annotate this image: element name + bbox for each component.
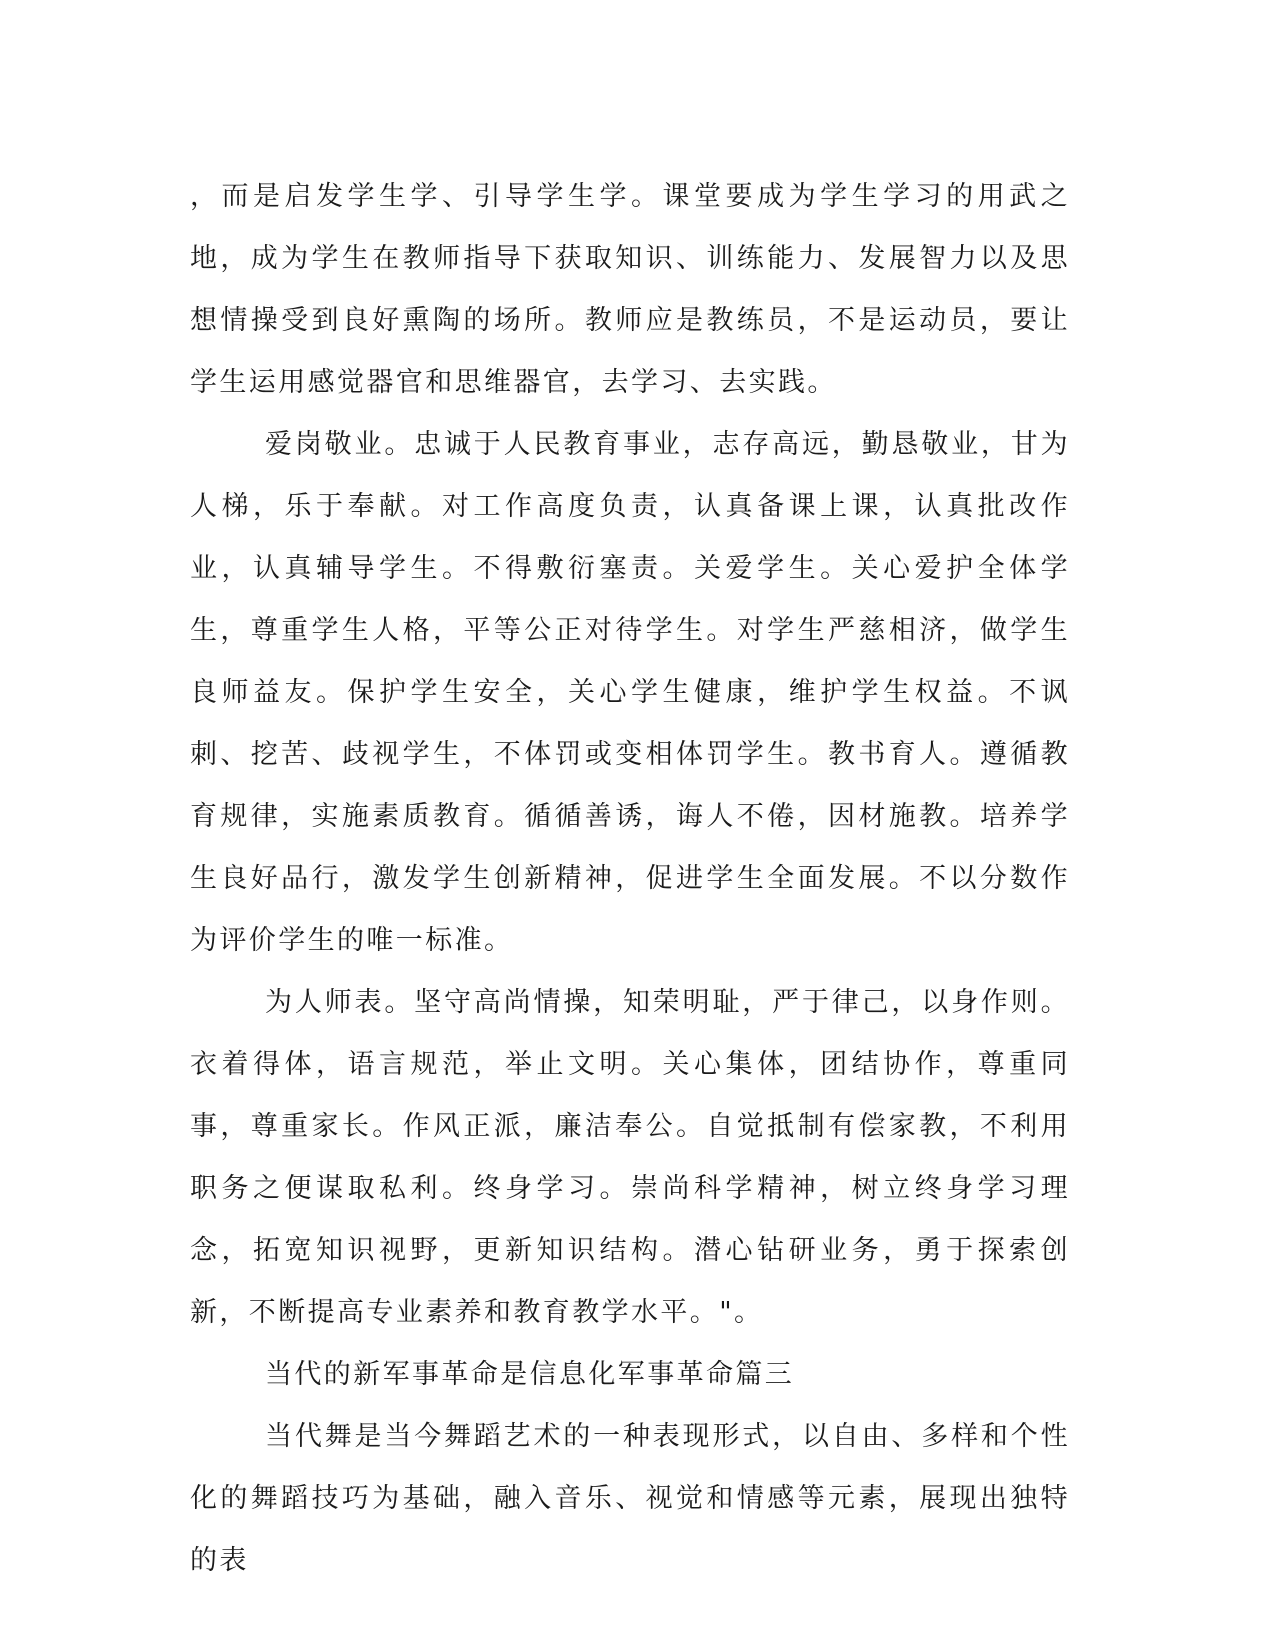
document-body (190, 166, 1070, 1592)
paragraph-aigang-jingye: 爱岗敬业。忠诚于人民教育事业，志存高远，勤恳敬业，甘为人梯，乐于奉献。对工作高度负责，认真备课上课，认真批改作业，认真辅导学生。不得敷衍塞责。关爱学生。关心爱护全体学生，尊重学生人格，平等公正对待学生。对学生严慈相济，做学生良师益友。保护学生安全，关心学生健康，维护学生权益。不讽刺、挖苦、歧视学生，不体罚或变相体罚学生。教书育人。遵循教育规律，实施素质教育。循循善诱，诲人不倦，因材施教。培养学生良好品行，激发学生创新精神，促进学生全面发展。不以分数作为评价学生的唯一标准。 (190, 429, 1070, 956)
paragraph-dangdai-wu: 当代舞是当今舞蹈艺术的一种表现形式，以自由、多样和个性化的舞蹈技巧为基础，融入音乐、视觉和情感等元素，展现出独特的表 (190, 1421, 1070, 1576)
paragraph-continuation: ，而是启发学生学、引导学生学。课堂要成为学生学习的用武之地，成为学生在教师指导下获取知识、训练能力、发展智力以及思想情操受到良好熏陶的场所。教师应是教练员，不是运动员，要让学生运用感觉器官和思维器官，去学习、去实践。 (190, 181, 1070, 398)
section-heading: 当代的新军事革命是信息化军事革命篇三 (265, 1359, 795, 1390)
paragraph-weiren-shibiao: 为人师表。坚守高尚情操，知荣明耻，严于律己，以身作则。衣着得体，语言规范，举止文明。关心集体，团结协作，尊重同事，尊重家长。作风正派，廉洁奉公。自觉抵制有偿家教，不利用职务之便谋取私利。终身学习。崇尚科学精神，树立终身学习理念，拓宽知识视野，更新知识结构。潜心钻研业务，勇于探索创新，不断提高专业素养和教育教学水平。"。 (190, 987, 1070, 1328)
